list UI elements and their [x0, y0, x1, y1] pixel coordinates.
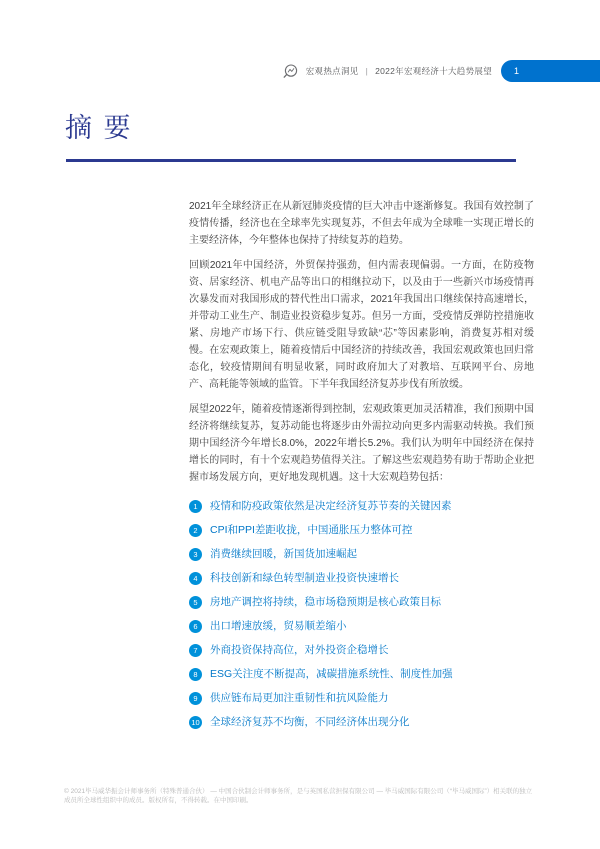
trend-number-badge: 8 [189, 668, 202, 681]
header-doc-title: 2022年宏观经济十大趋势展望 [375, 66, 492, 76]
header-separator: | [365, 66, 369, 76]
trend-label: 全球经济复苏不均衡，不同经济体出现分化 [210, 716, 410, 728]
trend-number-badge: 4 [189, 572, 202, 585]
header-brand: 宏观热点洞见 [305, 66, 359, 76]
trend-item [189, 668, 534, 681]
trend-number-badge: 7 [189, 644, 202, 657]
trend-label: CPI和PPI差距收拢，中国通胀压力整体可控 [210, 524, 413, 536]
trend-number-badge: 3 [189, 548, 202, 561]
trends-list [189, 500, 534, 729]
trend-number-badge: 5 [189, 596, 202, 609]
trend-label: 出口增速放缓，贸易顺差缩小 [210, 620, 347, 632]
page-header [0, 60, 600, 82]
insights-magnifier-icon [282, 63, 299, 80]
paragraph: 回顾2021年中国经济，外贸保持强劲，但内需表现偏弱。一方面，在防疫物资、居家经济、机电产品等出口的相继拉动下，以及由于一些新兴市场疫情再次暴发而对我国形成的替代性出口需求，2021年我国出口继续保持高速增长，并带动工业生产、制造业投资稳步复苏。但另一方面，受疫情反弹防控措施收紧、房地产市场下行、供应链受阻导致缺“芯”等因素影响，消费复苏相对缓慢。在宏观政策上，随着疫情后中国经济的持续改善，我国宏观政策也回归常态化，较疫情期间有明显收紧，同时政府加大了对教培、互联网平台、房地产、高耗能等领域的监管。下半年我国经济复苏步伐有所放缓。 [189, 260, 534, 390]
page-title: 摘 要 [65, 113, 133, 143]
trend-item [189, 596, 534, 609]
footer-line-2: 成员所全球性组织中的成员。版权所有，不得转载。在中国印刷。 [64, 796, 253, 804]
paragraph: 2021年全球经济正在从新冠肺炎疫情的巨大冲击中逐渐修复。我国有效控制了疫情传播，经济也在全球率先实现复苏，不但去年成为全球唯一实现正增长的主要经济体，今年整体也保持了持续复苏的趋势。 [189, 201, 534, 246]
trend-item [189, 500, 534, 513]
trend-label: 外商投资保持高位，对外投资企稳增长 [210, 644, 389, 656]
trend-label: ESG关注度不断提高，减碳措施系统性、制度性加强 [210, 668, 453, 680]
trend-item [189, 524, 534, 537]
page-footer [64, 788, 538, 805]
trend-label: 疫情和防疫政策依然是决定经济复苏节奏的关键因素 [210, 500, 452, 512]
footer-line-1: © 2021毕马威华振会计师事务所（特殊普通合伙） — 中国合伙制会计师事务所，是与英国私营担保有限公司 — 毕马威国际有限公司（“毕马威国际”）相关联的独立 [64, 788, 533, 795]
trend-number-badge: 9 [189, 692, 202, 705]
trend-item [189, 548, 534, 561]
page-number: 1 [514, 66, 520, 76]
trend-number-badge: 10 [189, 716, 202, 729]
trend-number-badge: 2 [189, 524, 202, 537]
trend-item [189, 644, 534, 657]
title-divider [66, 159, 516, 162]
paragraph: 展望2022年，随着疫情逐渐得到控制，宏观政策更加灵活精准，我们预期中国经济将继续复苏，复苏动能也将逐步由外需拉动向更多内需驱动转换。我们预期中国经济今年增长8.0%，2022年增长5.2%。我们认为明年中国经济在保持增长的同时，有十个宏观趋势值得关注。了解这些宏观趋势有助于帮助企业把握市场发展方向，更好地发现机遇。这十大宏观趋势包括： [189, 404, 534, 483]
trend-number-badge: 6 [189, 620, 202, 633]
trend-item [189, 692, 534, 705]
trend-label: 消费继续回暖，新国货加速崛起 [210, 548, 357, 560]
trend-item [189, 716, 534, 729]
header-meta [282, 63, 492, 80]
trend-label: 科技创新和绿色转型制造业投资快速增长 [210, 572, 399, 584]
trend-label: 房地产调控将持续，稳市场稳预期是核心政策目标 [210, 596, 441, 608]
trend-label: 供应链布局更加注重韧性和抗风险能力 [210, 692, 389, 704]
trend-number-badge: 1 [189, 500, 202, 513]
trend-item [189, 620, 534, 633]
body-content [189, 198, 534, 740]
trend-item [189, 572, 534, 585]
page-number-pill [501, 60, 600, 82]
